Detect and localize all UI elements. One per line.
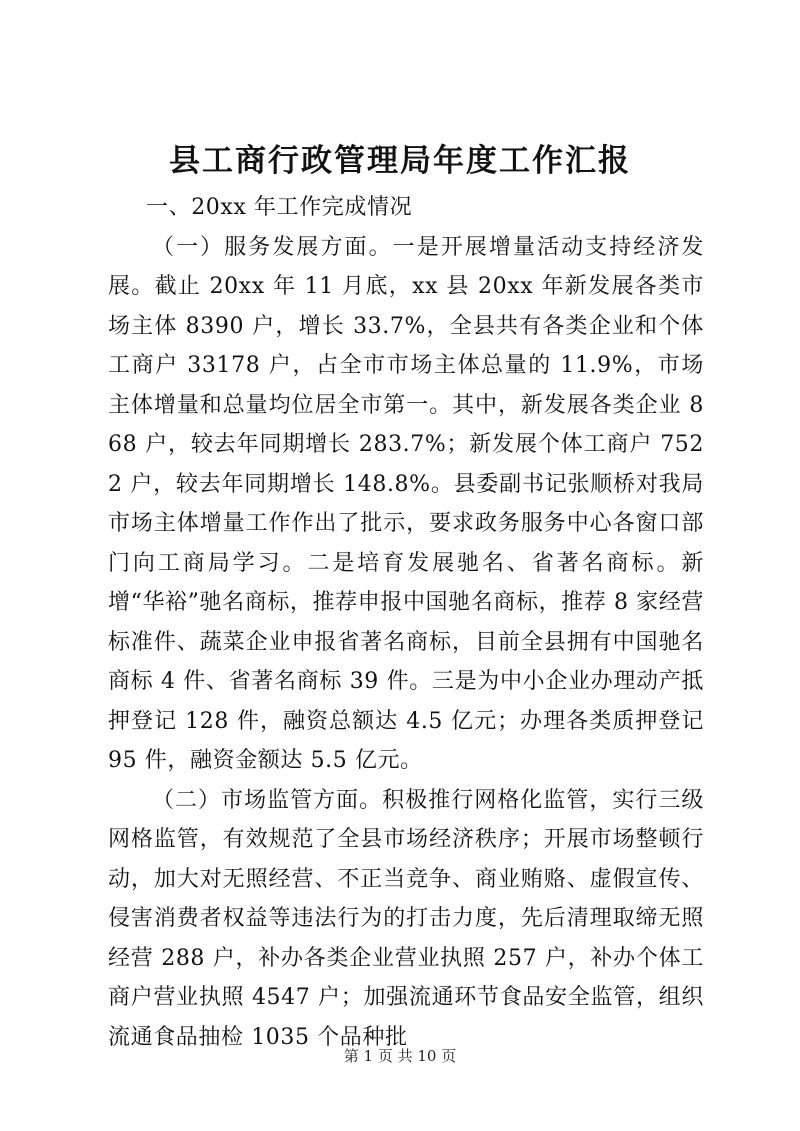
document-body <box>108 188 704 1057</box>
paragraph-market-supervision: （二）市场监管方面。积极推行网格化监管，实行三级网格监管，有效规范了全县市场经济秩序；开展市场整顿行动，加大对无照经营、不正当竞争、商业贿赂、虚假宣传、侵害消费者权益等违法行为的打击力度，先后清理取缔无照经营 288 户，补办各类企业营业执照 257 户，补办个体工商户营业执照 4547 户；加强流通环节食品安全监管，组织流通食品抽检 1035 个品种批 <box>108 787 704 1050</box>
document-title: 县工商行政管理局年度工作汇报 <box>169 143 631 179</box>
paragraph-service-development: （一）服务发展方面。一是开展增量活动支持经济发展。截止 20xx 年 11 月底，xx 县 20xx 年新发展各类市场主体 8390 户，增长 33.7%，全县共有各类企业和个体工商户 33178 户，占全市市场主体总量的 11.9%，市场主体增量和总量均位居全市第一。其中，新发展各类企业 868 户，较去年同期增长 283.7%；新发展个体工商户 7522 户，较去年同期增长 148.8%。县委副书记张顺桥对我局市场主体增量工作作出了批示，要求政务服务中心各窗口部门向工商局学习。二是培育发展驰名、省著名商标。新增“华裕”驰名商标，推荐申报中国驰名商标，推荐 8 家经营标准件、蔬菜企业申报省著名商标，目前全县拥有中国驰名商标 4 件、省著名商标 39 件。三是为中小企业办理动产抵押登记 128 件，融资总额达 4.5 亿元；办理各类质押登记 95 件，融资金额达 5.5 亿元。 <box>108 234 704 773</box>
page-indicator: 第 1 页 共 10 页 <box>343 1047 457 1065</box>
section-heading: 一、20xx 年工作完成情况 <box>146 195 413 220</box>
